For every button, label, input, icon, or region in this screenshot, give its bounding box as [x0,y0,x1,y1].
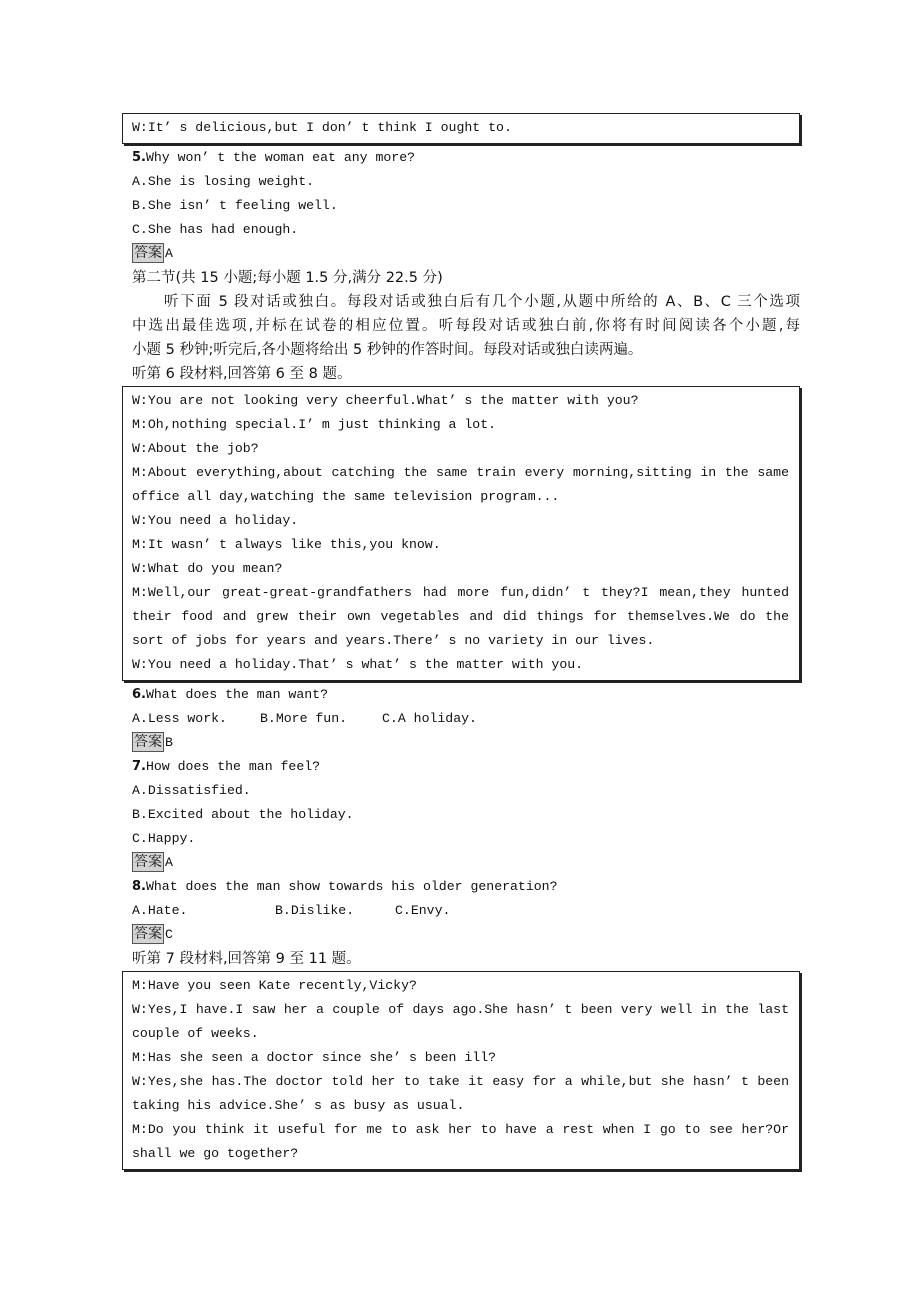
dialogue-line: W:You are not looking very cheerful.What’ s the matter with you? [132,393,639,408]
question-6: 6.What does the man want? [132,687,329,702]
answer-8: 答案 C [134,926,173,942]
answer-6: 答案 B [134,734,173,750]
dialogue-line: W:Yes,she has.The doctor told her to take it easy for a while,but she hasn’ t been [132,1074,789,1089]
instructions-line: 听下面 5 段对话或独白。每段对话或独白后有几个小题,从题中所给的 A、B、C 三个选项 [164,294,800,310]
dialogue-line: M:Have you seen Kate recently,Vicky? [132,978,417,993]
answer-badge[interactable]: 答案 [134,926,162,942]
dialogue-line: M:Oh,nothing special.I’ m just thinking a lot. [132,417,497,432]
dialogue-line: W:What do you mean? [132,561,283,576]
options-6 [122,707,800,731]
dialogue-box-5 [122,113,800,144]
material-6-heading: 听第 6 段材料,回答第 6 至 8 题。 [132,366,352,382]
option-a: A.Dissatisfied. [132,783,251,798]
option-b: B.Dislike. [275,903,355,918]
option-b: B.More fun. [260,711,348,726]
instructions-line: 小题 5 秒钟;听完后,各小题将给出 5 秒钟的作答时间。每段对话或独白读两遍。 [132,342,643,358]
section-title: 第二节(共 15 小题;每小题 1.5 分,满分 22.5 分) [132,270,443,286]
option-c: C.Happy. [132,831,196,846]
option-c: C.A holiday. [382,711,477,726]
options-8 [122,899,800,923]
dialogue-line: M:About everything,about catching the same train every morning,sitting in the same [132,465,789,480]
option-a: A.She is losing weight. [132,174,315,189]
question-8: 8.What does the man show towards his older generation? [132,879,558,894]
answer-5: 答案 A [134,245,173,261]
dialogue-line: sort of jobs for years and years.There’ s no variety in our lives. [132,633,655,648]
answer-badge[interactable]: 答案 [134,854,162,870]
option-c: C.Envy. [395,903,451,918]
dialogue-line: office all day,watching the same television program... [132,489,560,504]
material-7-heading: 听第 7 段材料,回答第 9 至 11 题。 [132,951,361,967]
answer-badge[interactable]: 答案 [134,734,162,750]
option-c: C.She has had enough. [132,222,299,237]
option-a: A.Less work. [132,711,227,726]
dialogue-line: W:It’ s delicious,but I don’ t think I ought to. [132,120,512,135]
dialogue-line: M:It wasn’ t always like this,you know. [132,537,441,552]
dialogue-line: taking his advice.She’ s as busy as usual. [132,1098,465,1113]
dialogue-line: their food and grew their own vegetables and did things for themselves.We do the [132,609,789,624]
option-a: A.Hate. [132,903,188,918]
dialogue-box-7 [122,971,800,1170]
dialogue-line: M:Do you think it useful for me to ask her to have a rest when I go to see her?Or [132,1122,789,1137]
answer-badge[interactable]: 答案 [134,245,162,261]
dialogue-line: W:Yes,I have.I saw her a couple of days ago.She hasn’ t been very well in the last [132,1002,789,1017]
dialogue-line: couple of weeks. [132,1026,259,1041]
answer-7: 答案 A [134,854,173,870]
option-b: B.She isn’ t feeling well. [132,198,338,213]
dialogue-line: W:You need a holiday. [132,513,299,528]
option-b: B.Excited about the holiday. [132,807,354,822]
dialogue-line: shall we go together? [132,1146,299,1161]
dialogue-line: M:Well,our great-great-grandfathers had more fun,didn’ t they?I mean,they hunted [132,585,789,600]
instructions-line: 中选出最佳选项,并标在试卷的相应位置。听每段对话或独白前,你将有时间阅读各个小题,每 [132,318,800,334]
question-5: 5.Why won’ t the woman eat any more? [132,150,416,165]
document-page [122,113,800,1172]
dialogue-line: W:You need a holiday.That’ s what’ s the matter with you. [132,657,584,672]
dialogue-line: W:About the job? [132,441,259,456]
question-7: 7.How does the man feel? [132,759,321,774]
dialogue-box-6 [122,386,800,681]
dialogue-line: M:Has she seen a doctor since she’ s been ill? [132,1050,497,1065]
